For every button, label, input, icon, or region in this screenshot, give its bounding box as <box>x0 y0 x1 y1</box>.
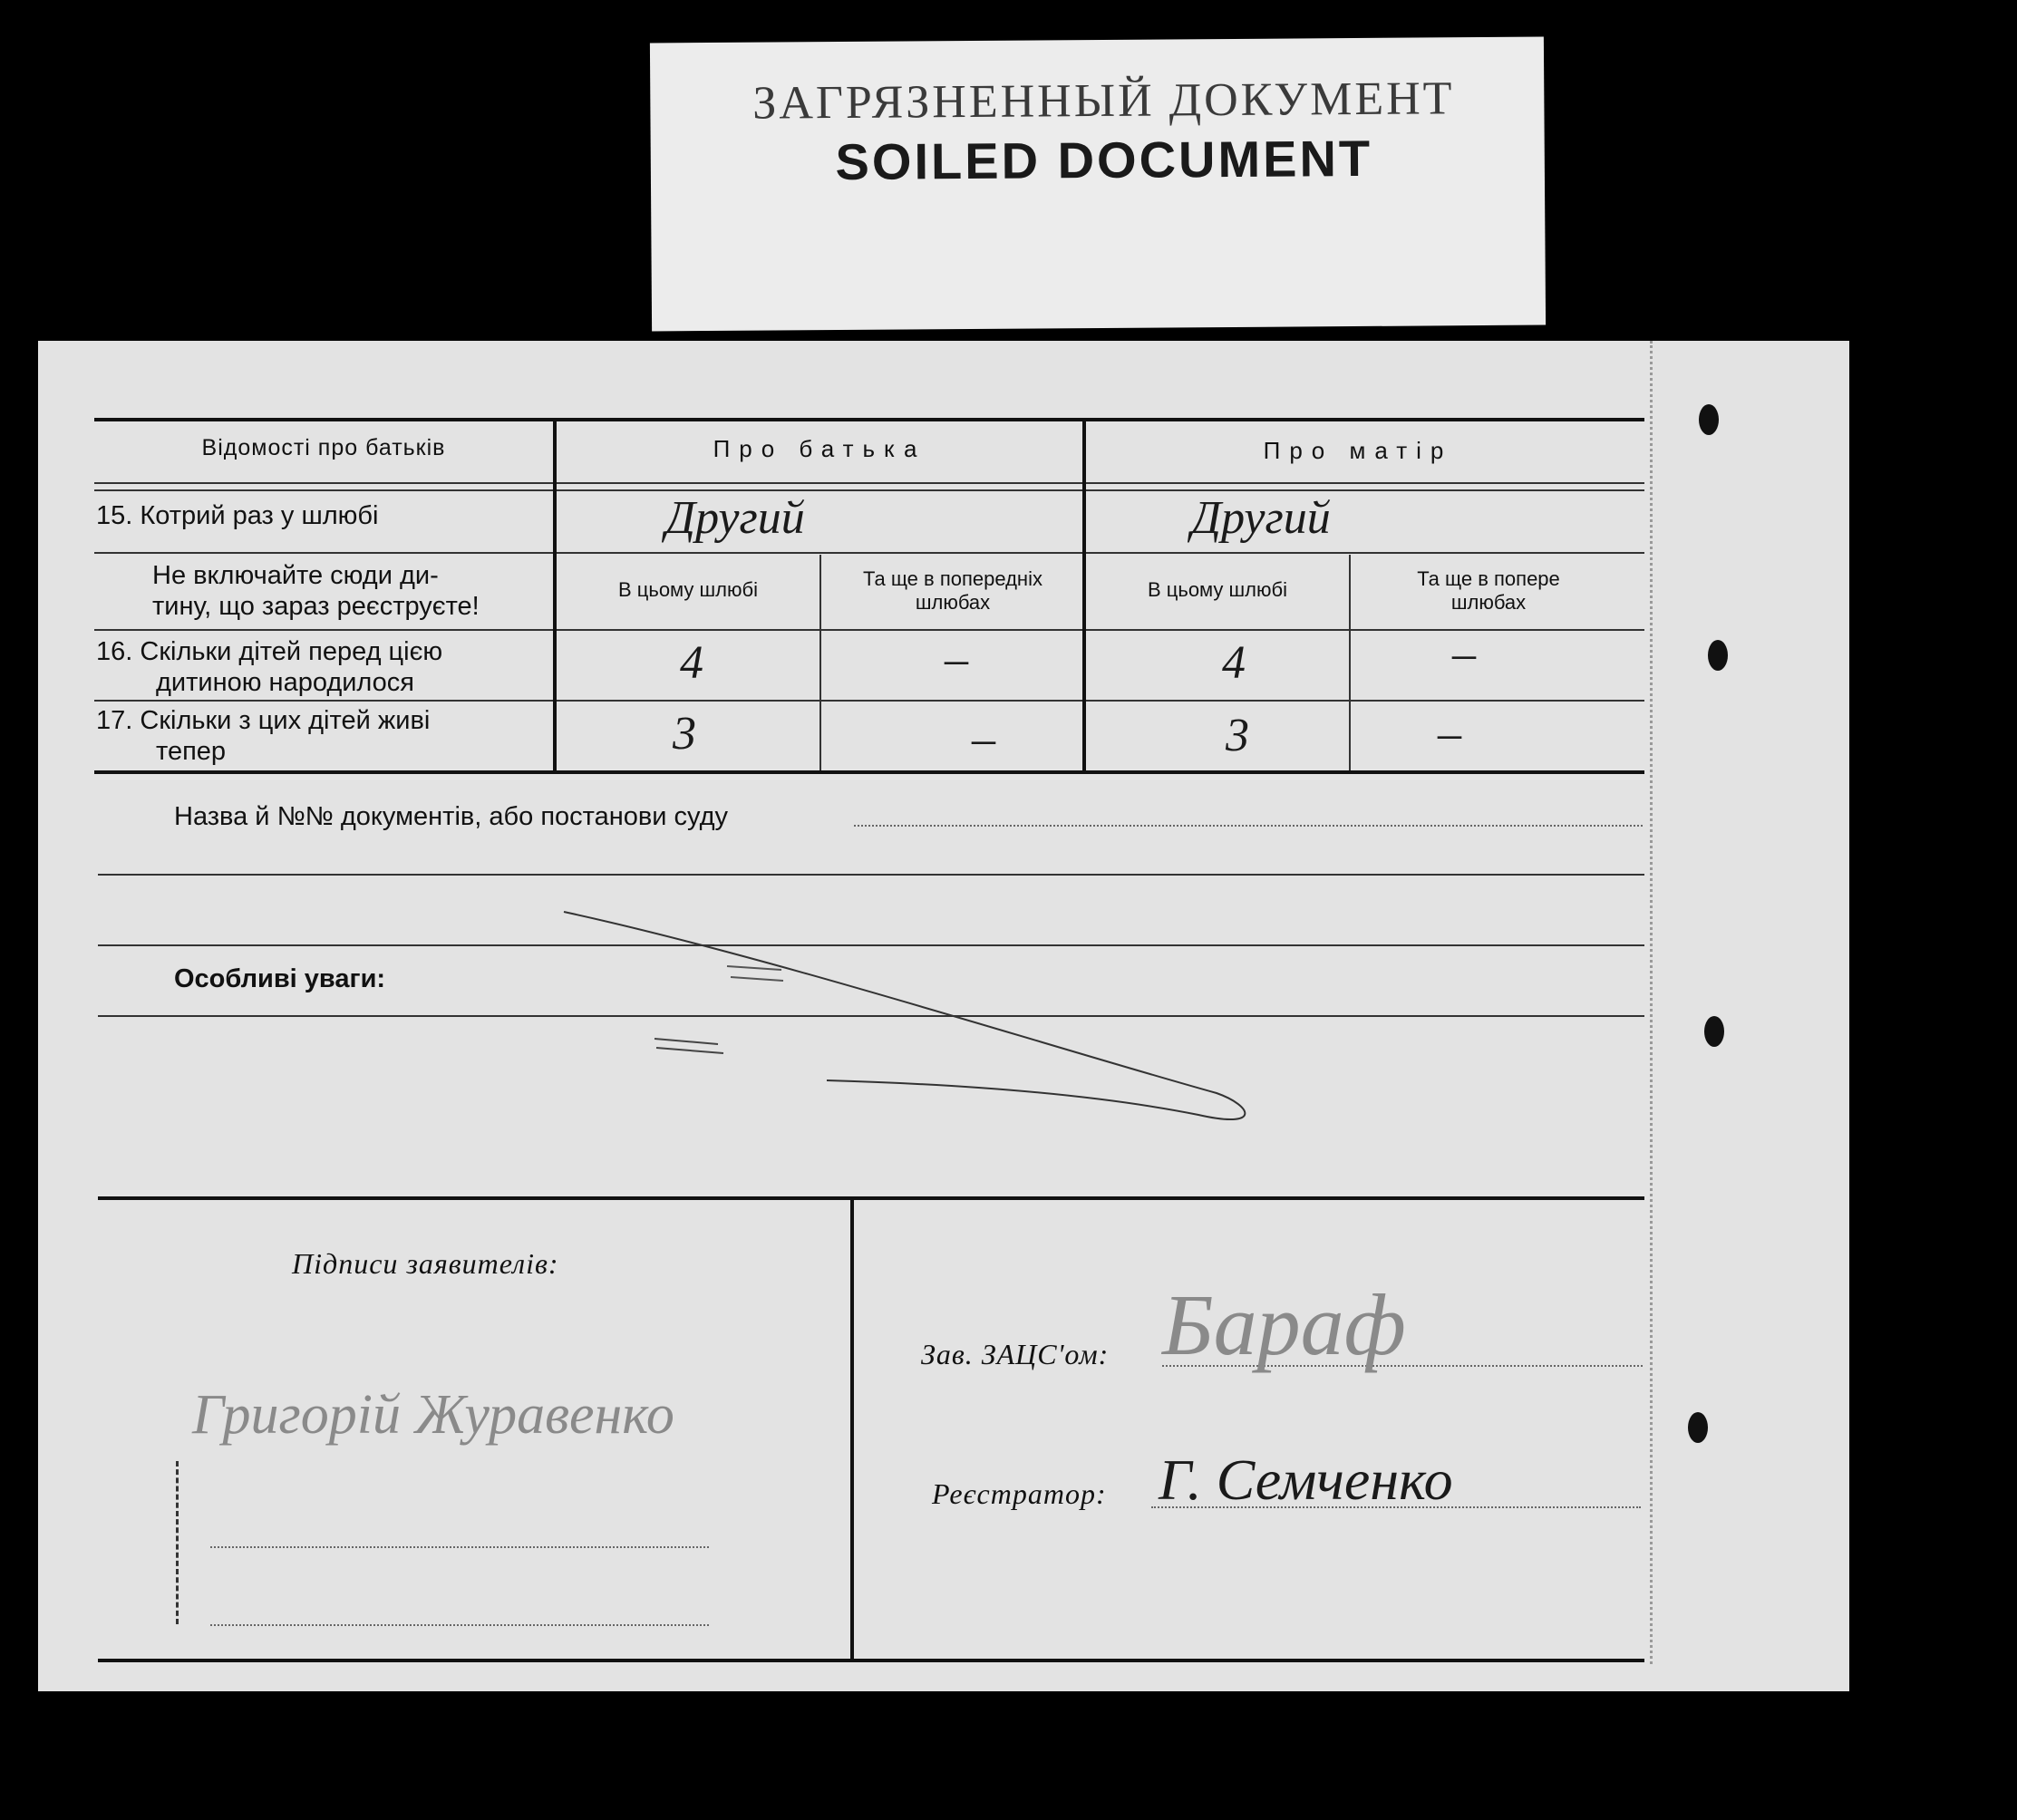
punch-hole <box>1704 1016 1724 1047</box>
column-header-father: Про батька <box>713 435 926 462</box>
punch-hole <box>1708 640 1728 671</box>
head-of-registry-signature: Бараф <box>1162 1276 1406 1373</box>
subheader-this-marriage-mother: В цьому шлюбі <box>1147 578 1288 601</box>
punch-hole <box>1688 1412 1708 1443</box>
signature-block-divider <box>850 1196 854 1659</box>
subheader-previous-marriages-father-line1: Та ще в попередніх <box>863 567 1042 590</box>
documents-field-line <box>98 874 1644 876</box>
documents-label: Назва й №№ документів, або постанови суду <box>174 802 729 831</box>
registrar-label: Реєстратор: <box>932 1477 1107 1510</box>
row-16-mother-previous: – <box>1452 628 1476 680</box>
applicant-signature-line <box>210 1546 709 1548</box>
row-15-father-value: Другий <box>665 492 805 544</box>
row-15-mother-value: Другий <box>1191 492 1331 544</box>
applicants-signatures-label: Підписи заявителів: <box>292 1247 559 1280</box>
soiled-document-stamp <box>650 37 1546 332</box>
punch-hole <box>1699 404 1719 435</box>
cancellation-strike-mark <box>546 903 1271 1138</box>
row-17-father-previous: – <box>972 713 995 765</box>
row-16-father-previous: – <box>945 634 968 685</box>
row-15-label: 15. Котрий раз у шлюбі <box>96 501 379 530</box>
subheader-this-marriage-father: В цьому шлюбі <box>617 578 759 601</box>
special-notes-label: Особливі уваги: <box>174 964 386 993</box>
stamp-text-english: SOILED DOCUMENT <box>835 129 1373 191</box>
head-of-registry-label: Зав. ЗАЦС'ом: <box>921 1338 1110 1370</box>
signature-bracket <box>176 1461 179 1624</box>
registration-form <box>38 341 1849 1691</box>
row-16-mother-this-marriage: 4 <box>1222 637 1246 689</box>
signature-block-bottom-rule <box>98 1659 1644 1662</box>
row-16-father-this-marriage: 4 <box>680 637 703 689</box>
stamp-text-russian: ЗАГРЯЗНЕННЫЙ ДОКУМЕНТ <box>752 73 1455 130</box>
applicant-signature: Григорій Журавенко <box>192 1384 674 1446</box>
note-line-1: Не включайте сюди ди- <box>152 561 439 590</box>
row-17-label-line2: тепер <box>156 737 227 766</box>
subheader-previous-marriages-mother-line1: Та ще в попере <box>1417 567 1560 590</box>
row-17-label-line1: 17. Скільки з цих дітей живі <box>96 706 431 735</box>
column-header-mother: Про матір <box>1263 437 1453 464</box>
column-header-parents-info: Відомості про батьків <box>201 435 446 460</box>
note-line-2: тину, що зараз реєструєте! <box>152 592 480 621</box>
row-17-mother-this-marriage: 3 <box>1226 710 1249 761</box>
documents-field-line <box>854 825 1643 827</box>
row-16-label-line2: дитиною народилося <box>156 668 415 697</box>
registrar-signature: Г. Семченко <box>1159 1447 1453 1512</box>
row-16-label-line1: 16. Скільки дітей перед цією <box>96 637 443 666</box>
applicant-signature-line <box>210 1624 709 1626</box>
subheader-previous-marriages-mother-line2: шлюбах <box>1450 591 1527 614</box>
subheader-previous-marriages-father-line2: шлюбах <box>915 591 991 614</box>
row-17-father-this-marriage: 3 <box>673 708 696 760</box>
row-17-mother-previous: – <box>1438 708 1461 760</box>
signature-block-top-rule <box>98 1196 1644 1200</box>
perforation-line <box>1650 341 1653 1664</box>
